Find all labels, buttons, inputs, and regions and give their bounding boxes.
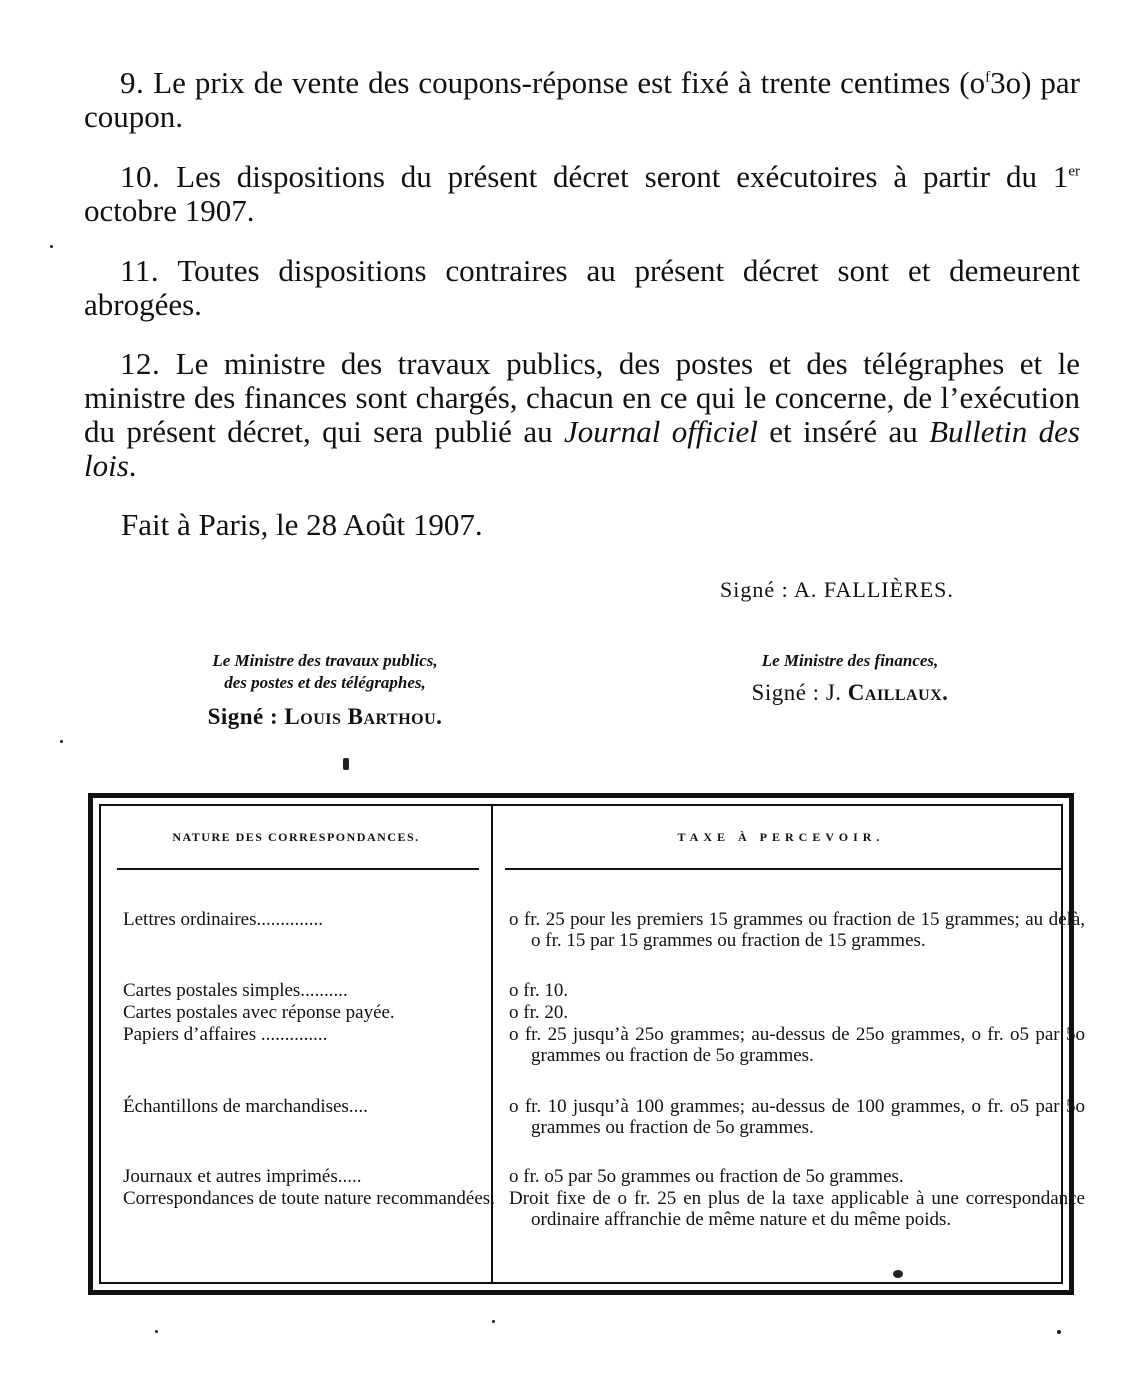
taxe-cell: o fr. 25 jusqu’à 25o grammes; au-dessus de 25o grammes, o fr. o5 par 5o grammes ou fraction de 5o grammes. <box>509 1024 1085 1066</box>
nature-cell: Correspondances de toute nature recommandées. <box>123 1188 495 1209</box>
minister-public-works <box>150 650 500 730</box>
header-taxe: TAXE À PERCEVOIR. <box>677 830 885 844</box>
article-text: Le prix de vente des coupons-réponse est fixé à trente centimes (o <box>144 65 986 100</box>
header-rule <box>505 868 1063 870</box>
minister-title: Le Ministre des finances, <box>761 651 939 670</box>
article-11 <box>84 254 1080 322</box>
journal-title: Journal officiel <box>563 414 758 449</box>
article-text: Le ministre des travaux publics, des postes et des télégraphes et le ministre des finances sont chargés, chacun en ce qui le concerne, de l’exécution du présent décret, qui sera publié au <box>84 346 1080 449</box>
nature-cell: Cartes postales simples.......... <box>123 980 348 1001</box>
signature-name: Caillaux. <box>847 680 949 705</box>
nature-cell: Échantillons de marchandises.... <box>123 1096 368 1117</box>
taxe-cell: o fr. 10. <box>509 980 569 1001</box>
article-10 <box>84 160 1080 228</box>
header-rule <box>117 868 479 870</box>
superscript: f <box>985 69 991 86</box>
signature-name: Louis Barthou. <box>284 704 443 729</box>
article-number: 11. <box>120 253 160 288</box>
taxe-cell: o fr. 25 pour les premiers 15 grammes ou fraction de 15 grammes; au delà, o fr. 15 par 15 grammes ou fraction de 15 grammes. <box>509 909 1085 951</box>
article-number: 9. <box>120 65 145 100</box>
article-text: Les dispositions du présent décret seront exécutoires à partir du 1 <box>160 159 1069 194</box>
article-text: . <box>128 448 137 483</box>
article-text: Toutes dispositions contraires au présent décret sont et demeurent abrogées. <box>84 253 1080 322</box>
article-text: octobre 1907. <box>84 193 255 228</box>
tariff-table <box>88 793 1085 1295</box>
signature-prefix: Signé : <box>207 704 285 729</box>
ink-speck <box>492 1320 495 1323</box>
minister-signature <box>710 680 990 706</box>
minister-title: Le Ministre des travaux publics, <box>212 651 438 670</box>
nature-cell: Papiers d’affaires .............. <box>123 1024 328 1045</box>
date-line: Fait à Paris, le 28 Août 1907. <box>121 507 483 542</box>
ink-mark <box>893 1270 903 1278</box>
tariff-table-inner <box>99 804 1085 1284</box>
ink-speck <box>155 1330 158 1333</box>
signature-prefix: Signé : J. <box>751 680 848 705</box>
article-text: et inséré au <box>757 414 930 449</box>
taxe-cell: o fr. 20. <box>509 1002 569 1023</box>
minister-title: des postes et des télégraphes, <box>224 673 426 692</box>
article-number: 12. <box>120 346 161 381</box>
article-9 <box>84 66 1080 134</box>
ink-speck <box>1057 1330 1061 1334</box>
article-number: 10. <box>120 159 161 194</box>
bulletin-title: Bulletin des lois <box>84 414 1080 483</box>
minister-signature <box>150 704 500 730</box>
nature-cell: Journaux et autres imprimés..... <box>123 1166 362 1187</box>
article-text: 3o) par coupon. <box>84 65 1081 134</box>
ink-speck <box>50 245 53 248</box>
taxe-cell: o fr. o5 par 5o grammes ou fraction de 5o grammes. <box>509 1166 904 1187</box>
nature-cell: Cartes postales avec réponse payée. <box>123 1002 395 1023</box>
column-divider <box>491 806 493 1282</box>
nature-cell: Lettres ordinaires.............. <box>123 909 323 930</box>
header-nature: NATURE DES CORRESPONDANCES. <box>172 830 420 844</box>
minister-finances <box>710 650 990 706</box>
taxe-cell: Droit fixe de o fr. 25 en plus de la taxe applicable à une correspondance ordinaire affranchie de même nature et du même poids. <box>509 1188 1085 1230</box>
ink-mark <box>343 758 349 770</box>
president-signature: Signé : A. FALLIÈRES. <box>720 577 954 602</box>
superscript: er <box>1068 163 1080 180</box>
article-12 <box>84 347 1080 483</box>
ink-speck <box>60 740 63 743</box>
taxe-cell: o fr. 10 jusqu’à 100 grammes; au-dessus de 100 grammes, o fr. o5 par 5o grammes ou fraction de 5o grammes. <box>509 1096 1085 1138</box>
